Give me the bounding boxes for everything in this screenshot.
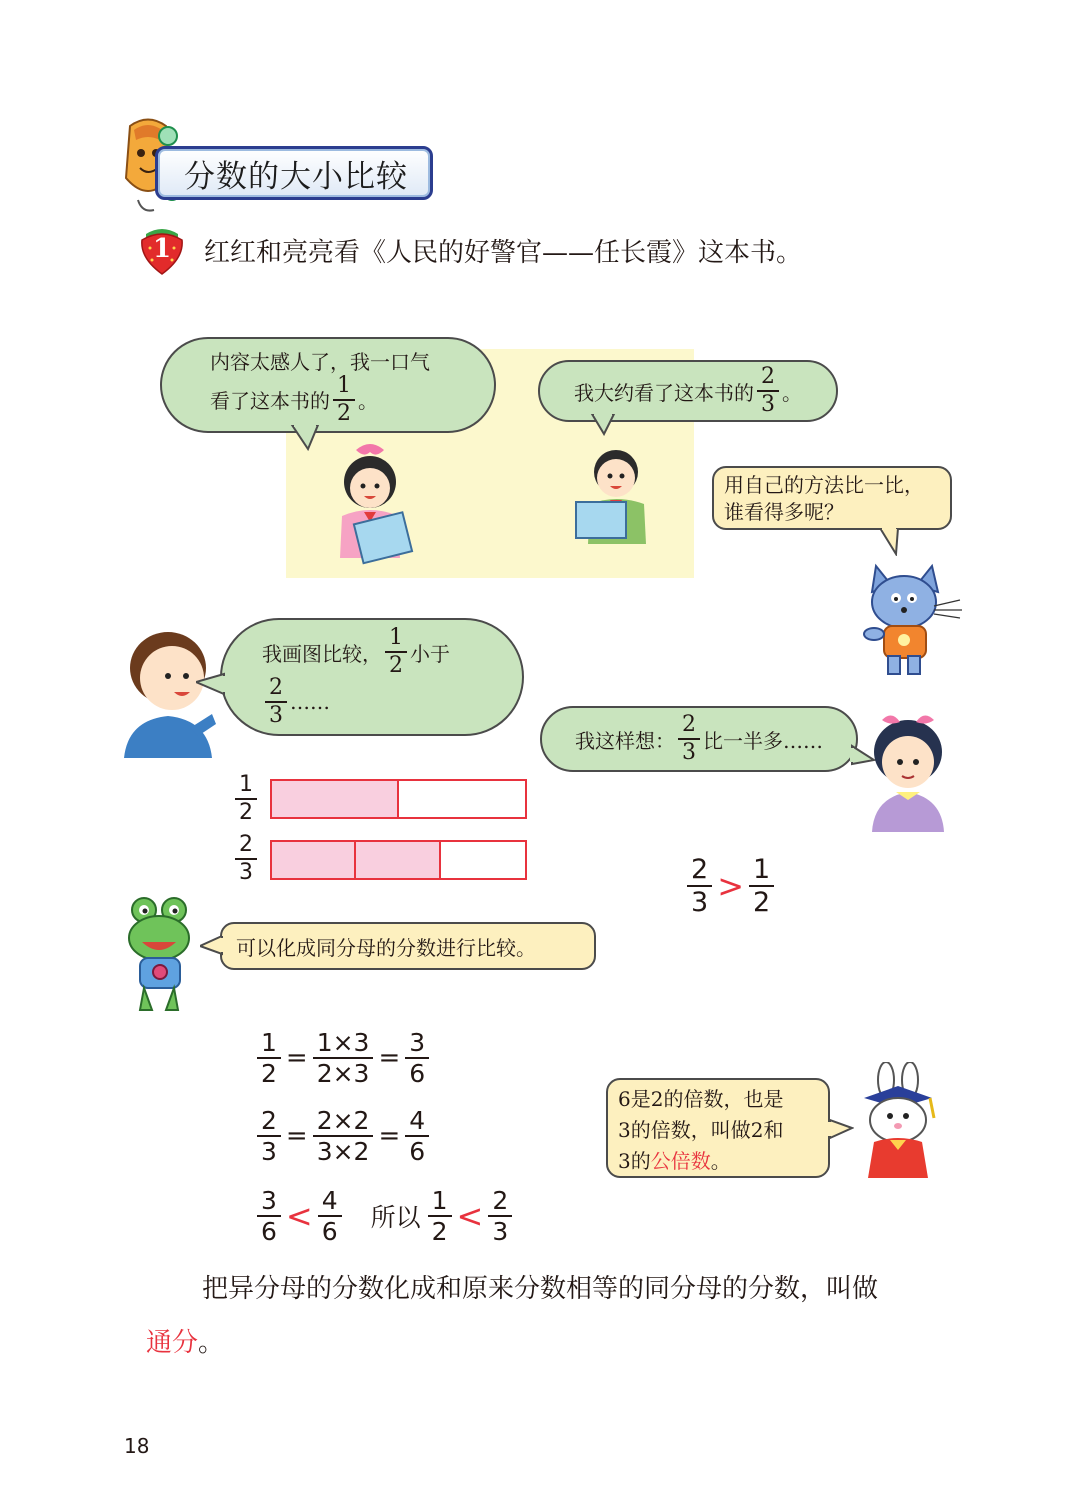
- bar-half-num: 1: [235, 774, 257, 800]
- eq1-a-num: 1: [257, 1030, 281, 1059]
- page-number: [124, 1434, 149, 1458]
- liang-bubble-tail: [590, 414, 616, 436]
- definition-line2: [146, 1316, 946, 1370]
- eq2-b-num: 2×2: [313, 1108, 374, 1137]
- bar-half-den: 2: [239, 800, 253, 825]
- bar-two-thirds-num: 2: [235, 834, 257, 860]
- eq3-b-den: 6: [321, 1217, 338, 1246]
- eq3-d-num: 2: [488, 1188, 512, 1217]
- hong-bubble-tail: [290, 425, 320, 451]
- eq2-a: [257, 1108, 281, 1164]
- liang-text: 我大约看了这本书的: [574, 380, 754, 405]
- eq1-c-num: 3: [405, 1030, 429, 1059]
- definition-paragraph: [146, 1262, 946, 1370]
- rabbit-line3-c: 。: [710, 1149, 731, 1173]
- example-text: [204, 232, 802, 269]
- mouse-line2: 谁看得多呢？: [724, 500, 844, 524]
- boy-line1: [262, 627, 450, 677]
- eq3-so: 所以: [370, 1203, 421, 1232]
- eq1-c: [405, 1030, 429, 1086]
- boy-end: ……: [290, 690, 330, 714]
- page-number-text: 18: [124, 1434, 150, 1458]
- eq3-d-den: 3: [492, 1217, 509, 1246]
- hong-frac-den: 2: [337, 400, 351, 426]
- compare-right-num: 1: [749, 856, 774, 887]
- mouse-character-illustration: [858, 556, 964, 680]
- bar-two-thirds: [270, 840, 527, 880]
- compare-right-den: 2: [753, 887, 771, 918]
- eq2-c-num: 4: [405, 1108, 429, 1137]
- eq1-b-num: 1×3: [313, 1030, 374, 1059]
- eq1-b-den: 2×3: [316, 1059, 370, 1088]
- equation-2: [254, 1108, 432, 1164]
- bar-segment: [272, 842, 356, 878]
- definition-end: 。: [198, 1328, 225, 1358]
- equation-1: [254, 1030, 432, 1086]
- mouse-bubble-tail: [880, 528, 902, 556]
- rabbit-line1: 6是2的倍数，也是: [618, 1087, 784, 1111]
- bar-half: [270, 779, 527, 819]
- boy-bubble-tail: [196, 672, 226, 696]
- eq3-less-than-1: <: [285, 1197, 313, 1235]
- definition-line1: [146, 1262, 946, 1316]
- bar-two-thirds-den: 3: [239, 860, 253, 885]
- boy-frac2-num: 2: [265, 677, 287, 703]
- bar-label-two-thirds: [235, 834, 257, 884]
- bar-segment: [356, 842, 440, 878]
- frog-text: 可以化成同分母的分数进行比较。: [236, 935, 536, 960]
- girl-reading-illustration: [320, 440, 420, 565]
- hong-end: 。: [358, 389, 378, 413]
- definition-text: 把异分母的分数化成和原来分数相等的同分母的分数，叫做: [202, 1274, 879, 1304]
- liang-end: 。: [782, 380, 802, 405]
- rabbit-line3-a: 3的: [618, 1149, 651, 1173]
- common-multiple-term: 公倍数: [650, 1149, 711, 1173]
- hong-line2: [210, 372, 378, 426]
- girl-thought-bubble: [540, 706, 858, 772]
- eq1-b: [313, 1030, 374, 1086]
- rabbit-doctor-illustration: [850, 1062, 946, 1184]
- girl-text2: 比一半多……: [703, 728, 823, 753]
- frog-speech-bubble: [220, 922, 596, 970]
- rabbit-speech-bubble: [606, 1078, 830, 1178]
- eq3-a: [257, 1188, 281, 1244]
- mouse-line1: 用自己的方法比一比，: [724, 473, 924, 497]
- bar-label-half: [235, 774, 257, 824]
- bar-row-two-thirds: [232, 834, 260, 884]
- eq3-c-num: 1: [428, 1188, 452, 1217]
- example-text-content: 红红和亮亮看《人民的好警官——任长霞》这本书。: [204, 238, 803, 268]
- rabbit-line3: [618, 1146, 818, 1177]
- bar-segment: [441, 842, 525, 878]
- compare-left-fraction: [687, 856, 712, 916]
- lesson-title: [155, 146, 433, 200]
- boy-frac2-den: 3: [269, 703, 283, 728]
- eq1-equals-1: =: [285, 1043, 308, 1073]
- girl-fraction: [678, 714, 700, 764]
- mouse-speech-bubble: [712, 466, 952, 530]
- hong-thought-bubble: [160, 337, 496, 433]
- compare-left-den: 3: [691, 887, 709, 918]
- liang-thought-bubble: [538, 360, 838, 422]
- eq3-b-num: 4: [318, 1188, 342, 1217]
- eq2-a-den: 3: [261, 1137, 277, 1166]
- frog-character-illustration: [124, 896, 196, 1014]
- girl-thinking-illustration: [862, 708, 954, 832]
- eq3-d: [488, 1188, 512, 1244]
- bar-segment: [399, 781, 526, 817]
- eq2-equals-2: =: [378, 1121, 401, 1151]
- boy-fraction1: [385, 627, 407, 677]
- bar-row-half: [232, 774, 260, 824]
- eq2-c: [405, 1108, 429, 1164]
- boy-text2: 小于: [410, 641, 450, 666]
- eq1-a: [257, 1030, 281, 1086]
- eq3-a-num: 3: [257, 1188, 281, 1217]
- eq2-b: [313, 1108, 374, 1164]
- hong-line1: 内容太感人了，我一口气: [210, 349, 430, 374]
- boy-text1: 我画图比较，: [262, 641, 382, 666]
- boy-line2: [262, 677, 330, 727]
- eq3-c-den: 2: [431, 1217, 448, 1246]
- boy-frac1-num: 1: [385, 627, 407, 653]
- boy-frac1-den: 2: [389, 653, 403, 678]
- eq1-equals-2: =: [378, 1043, 401, 1073]
- liang-fraction: [757, 366, 779, 416]
- eq2-a-num: 2: [257, 1108, 281, 1137]
- boy-thought-bubble: [220, 618, 524, 736]
- frog-bubble-tail: [200, 936, 224, 956]
- boy-fraction2: [265, 677, 287, 727]
- strawberry-number-icon: [138, 222, 186, 276]
- compare-left-num: 2: [687, 856, 712, 887]
- eq3-a-den: 6: [261, 1217, 277, 1246]
- boy-reading-illustration: [570, 444, 660, 549]
- eq2-b-den: 3×2: [316, 1137, 370, 1166]
- hong-line2-text: 看了这本书的: [210, 389, 330, 413]
- compare-right-fraction: [749, 856, 774, 916]
- hong-fraction: [333, 372, 355, 426]
- definition-term: 通分: [146, 1328, 199, 1358]
- lesson-title-text: 分数的大小比较: [184, 158, 408, 195]
- eq3-c: [428, 1188, 452, 1244]
- compare-result: [684, 856, 777, 916]
- girl-frac-den: 3: [682, 740, 696, 765]
- girl-text1: 我这样想：: [575, 728, 675, 753]
- eq3-b: [318, 1188, 342, 1244]
- liang-frac-num: 2: [757, 366, 779, 392]
- girl-frac-num: 2: [678, 714, 700, 740]
- liang-frac-den: 3: [761, 392, 775, 417]
- eq1-c-den: 6: [409, 1059, 426, 1088]
- example-number: 1: [152, 234, 172, 264]
- equation-3: [254, 1188, 515, 1244]
- compare-operator: >: [717, 867, 744, 905]
- bar-segment: [272, 781, 399, 817]
- eq2-c-den: 6: [409, 1137, 426, 1166]
- eq1-a-den: 2: [261, 1059, 277, 1088]
- hong-frac-num: 1: [333, 375, 355, 401]
- eq2-equals-1: =: [285, 1121, 308, 1151]
- rabbit-line2: 3的倍数，叫做2和: [618, 1118, 784, 1142]
- eq3-less-than-2: <: [456, 1197, 484, 1235]
